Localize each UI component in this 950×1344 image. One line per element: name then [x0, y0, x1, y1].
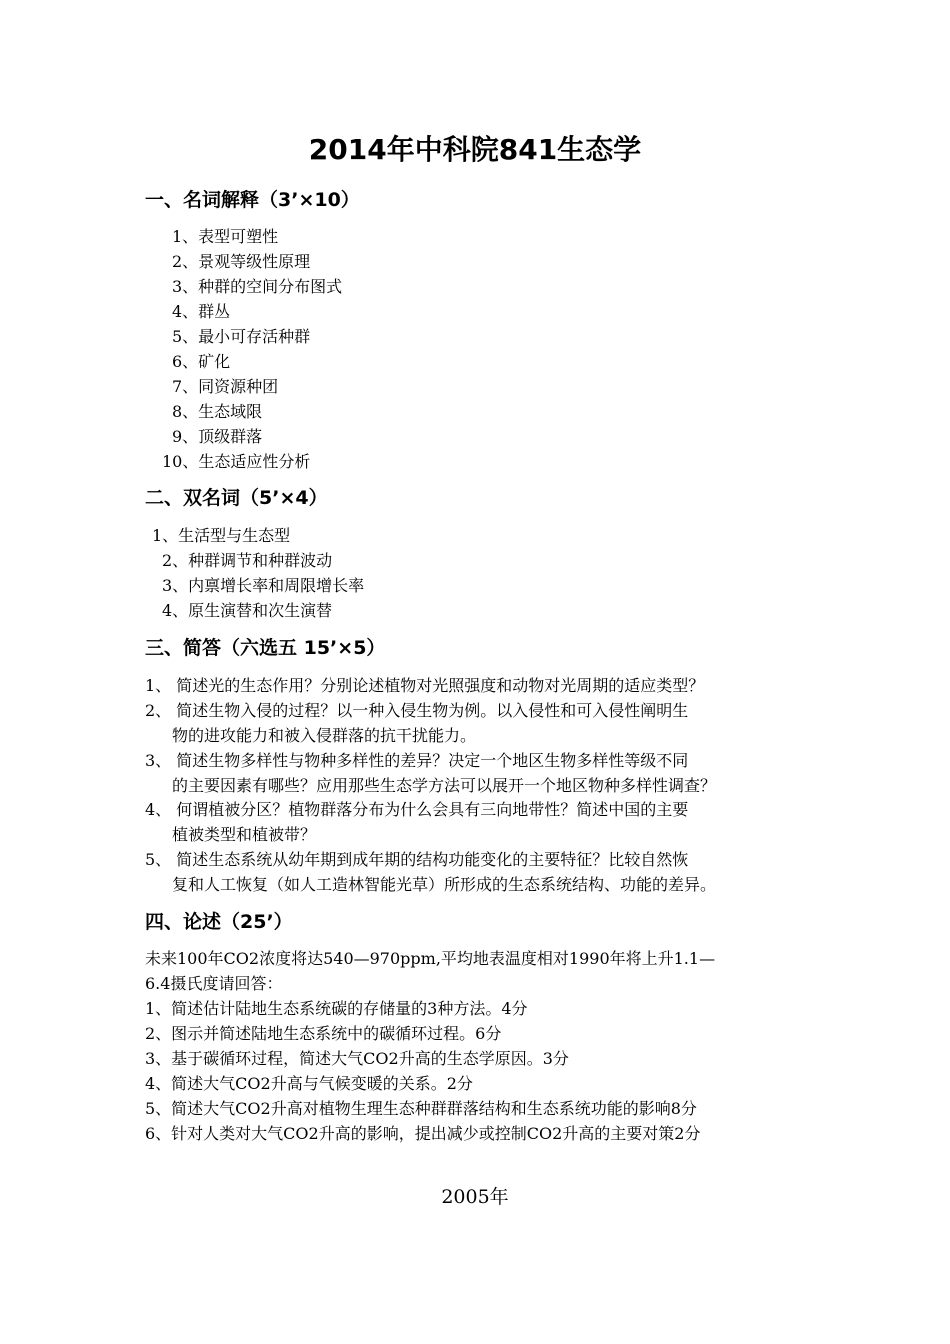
section-heading-1: 一、名词解释（3’×10）	[145, 189, 360, 211]
list-item: 9、顶级群落	[172, 427, 263, 446]
list-item: 2、景观等级性原理	[172, 252, 311, 271]
list-item: 4、群丛	[172, 302, 231, 321]
list-item: 1、简述估计陆地生态系统碳的存储量的3种方法。4分	[145, 999, 528, 1018]
text-line: 5、 简述生态系统从幼年期到成年期的结构功能变化的主要特征？比较自然恢	[145, 850, 689, 869]
text-line: 2、 简述生物入侵的过程？以一种入侵生物为例。以入侵性和可入侵性阐明生	[145, 701, 689, 720]
text-line: 3、 简述生物多样性与物种多样性的差异？决定一个地区生物多样性等级不同	[145, 751, 689, 770]
text-line: 1、 简述光的生态作用？分别论述植物对光照强度和动物对光周期的适应类型？	[145, 676, 705, 695]
text-line: 物的进攻能力和被入侵群落的抗干扰能力。	[172, 726, 477, 745]
list-item: 7、同资源种团	[172, 377, 279, 396]
list-item: 2、种群调节和种群波动	[162, 551, 333, 570]
text-line: 植被类型和植被带？	[172, 825, 317, 844]
section-heading-2: 二、双名词（5’×4）	[145, 487, 328, 509]
list-item: 4、简述大气CO2升高与气候变暖的关系。2分	[145, 1074, 473, 1093]
text-line: 未来100年CO2浓度将达540—970ppm,平均地表温度相对1990年将上升1.1—	[145, 949, 716, 968]
text-line: 4、 何谓植被分区？植物群落分布为什么会具有三向地带性？简述中国的主要	[145, 800, 689, 819]
text-line: 的主要因素有哪些？应用那些生态学方法可以展开一个地区物种多样性调查？	[172, 776, 717, 795]
next-section-year: 2005年	[441, 1186, 509, 1208]
list-item: 4、原生演替和次生演替	[162, 601, 333, 620]
list-item: 6、矿化	[172, 352, 231, 371]
list-item: 10、生态适应性分析	[162, 452, 311, 471]
list-item: 3、基于碳循环过程，简述大气CO2升高的生态学原因。3分	[145, 1049, 569, 1068]
list-item: 3、内禀增长率和周限增长率	[162, 576, 365, 595]
list-item: 3、种群的空间分布图式	[172, 277, 343, 296]
list-item: 5、最小可存活种群	[172, 327, 311, 346]
list-item: 1、表型可塑性	[172, 227, 279, 246]
page-title: 2014年中科院841生态学	[308, 133, 642, 166]
list-item: 8、生态域限	[172, 402, 263, 421]
text-line: 6.4摄氏度请回答：	[145, 974, 283, 993]
list-item: 2、图示并简述陆地生态系统中的碳循环过程。6分	[145, 1024, 502, 1043]
list-item: 5、简述大气CO2升高对植物生理生态种群群落结构和生态系统功能的影响8分	[145, 1099, 697, 1118]
list-item: 6、针对人类对大气CO2升高的影响，提出减少或控制CO2升高的主要对策2分	[145, 1124, 701, 1143]
list-item: 1、生活型与生态型	[152, 526, 291, 545]
section-heading-4: 四、论述（25’）	[145, 911, 293, 933]
text-line: 复和人工恢复（如人工造林智能光草）所形成的生态系统结构、功能的差异。	[172, 875, 717, 894]
section-heading-3: 三、简答（六选五 15’×5）	[145, 637, 386, 659]
